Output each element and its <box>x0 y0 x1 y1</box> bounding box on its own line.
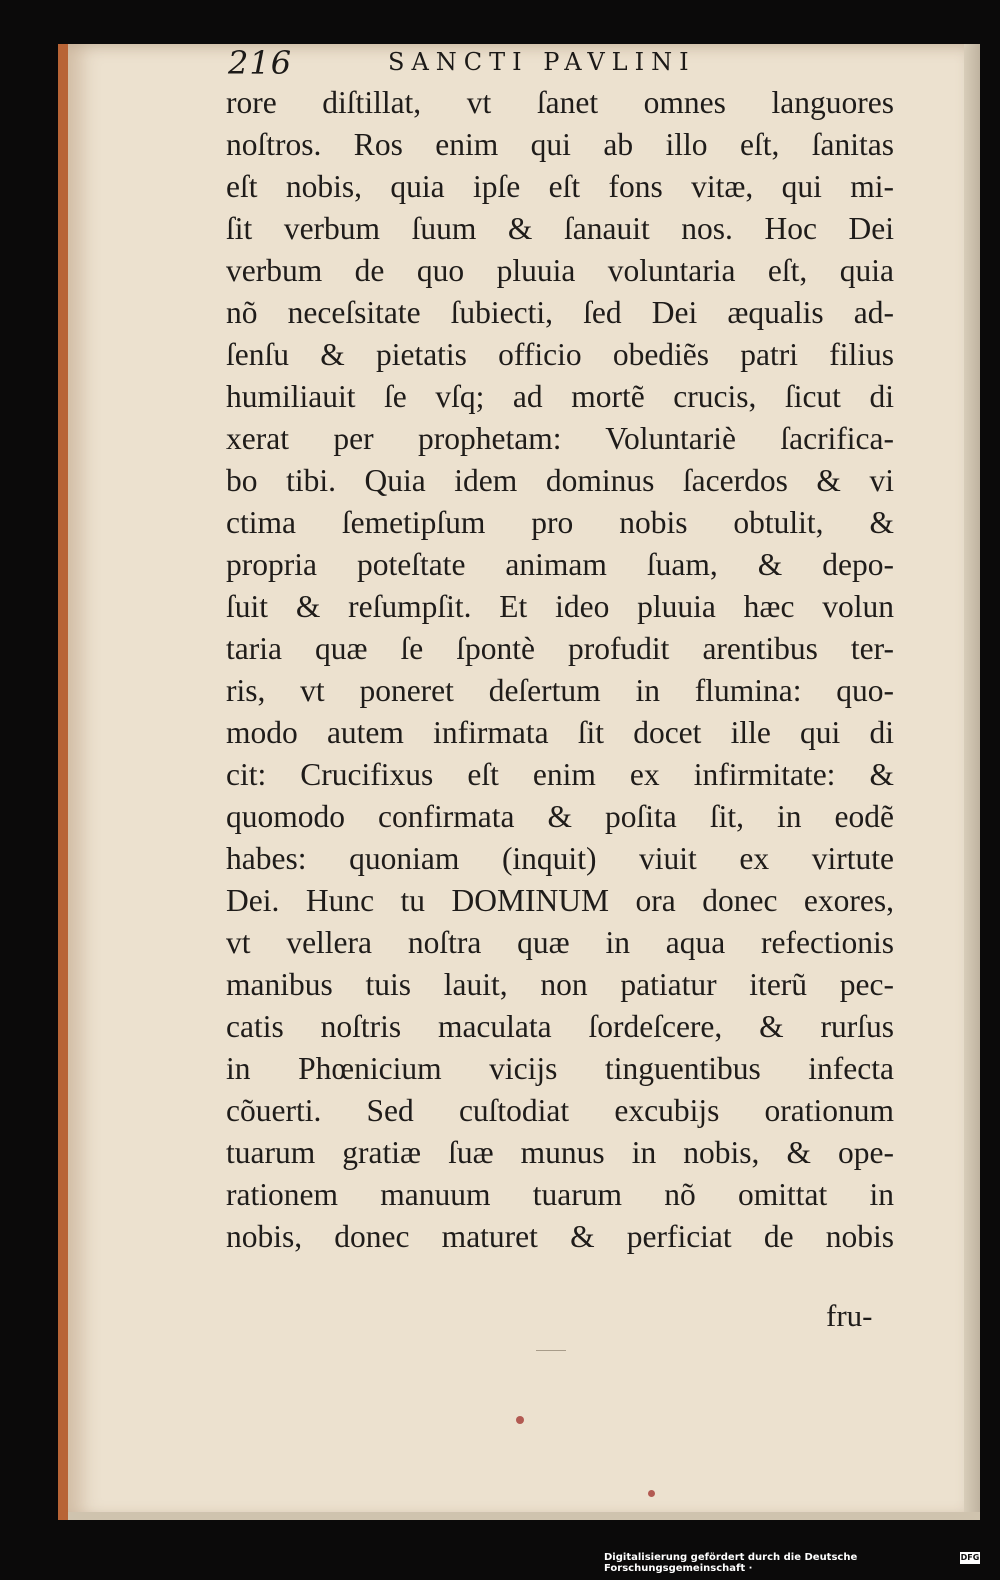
text-line: vt vellera noſtra quæ in aqua refectionis <box>226 925 894 960</box>
text-line: nõ neceſsitate ſubiecti, ſed Dei æqualis ad- <box>226 295 894 330</box>
text-line: taria quæ ſe ſpontè profudit arentibus ter- <box>226 631 894 666</box>
red-ink-spot <box>516 1416 524 1424</box>
text-line: ſuit & reſumpſit. Et ideo pluuia hæc volun <box>226 589 894 624</box>
text-line: manibus tuis lauit, non patiatur iterũ pec- <box>226 967 894 1002</box>
text-line: ris, vt poneret deſertum in flumina: quo- <box>226 673 894 708</box>
body-text <box>226 82 894 1258</box>
text-line: ſit verbum ſuum & ſanauit nos. Hoc Dei <box>226 211 894 246</box>
text-line: rore diſtillat, vt ſanet omnes languores <box>226 85 894 120</box>
text-line: humiliauit ſe vſq; ad mortẽ crucis, ſicut di <box>226 379 894 414</box>
text-line: xerat per prophetam: Voluntariè ſacrifica- <box>226 421 894 456</box>
red-ink-spot <box>648 1490 655 1497</box>
text-line: bo tibi. Quia idem dominus ſacerdos & vi <box>226 463 894 498</box>
text-line: ctima ſemetipſum pro nobis obtulit, & <box>226 505 894 540</box>
text-line: quomodo confirmata & poſita ſit, in eodẽ <box>226 799 894 834</box>
text-line: rationem manuum tuarum nõ omittat in <box>226 1177 894 1212</box>
page-edge-bottom <box>68 1512 980 1520</box>
text-line: nobis, donec maturet & perficiat de nobis <box>226 1219 894 1254</box>
text-line: propria poteſtate animam ſuam, & depo- <box>226 547 894 582</box>
text-line: in Phœnicium vicijs tinguentibus infecta <box>226 1051 894 1086</box>
dfg-logo: DFG <box>960 1553 980 1562</box>
text-line: eſt nobis, quia ipſe eſt fons vitæ, qui mi- <box>226 169 894 204</box>
text-line: catis noſtris maculata ſordeſcere, & rurſus <box>226 1009 894 1044</box>
text-line: cit: Crucifixus eſt enim ex infirmitate: & <box>226 757 894 792</box>
page-edge-right <box>964 44 980 1520</box>
text-line: modo autem infirmata ſit docet ille qui di <box>226 715 894 750</box>
text-line: cõuerti. Sed cuſtodiat excubijs orationum <box>226 1093 894 1128</box>
ink-dash-mark <box>536 1350 566 1351</box>
text-line: noſtros. Ros enim qui ab illo eſt, ſanitas <box>226 127 894 162</box>
text-line: verbum de quo pluuia voluntaria eſt, quia <box>226 253 894 288</box>
page-number: 216 <box>228 44 293 82</box>
text-line: tuarum gratiæ ſuæ munus in nobis, & ope- <box>226 1135 894 1170</box>
text-line: habes: quoniam (inquit) viuit ex virtute <box>226 841 894 876</box>
running-head: SANCTI PAVLINI <box>388 48 696 76</box>
digitization-credit: Digitalisierung gefördert durch die Deutsche Forschungsgemeinschaft · <box>604 1552 858 1574</box>
catchword: fru- <box>826 1298 873 1333</box>
page-header <box>228 44 828 84</box>
text-line: Dei. Hunc tu DOMINUM ora donec exores, <box>226 883 894 918</box>
text-line: ſenſu & pietatis officio obediẽs patri filius <box>226 337 894 372</box>
